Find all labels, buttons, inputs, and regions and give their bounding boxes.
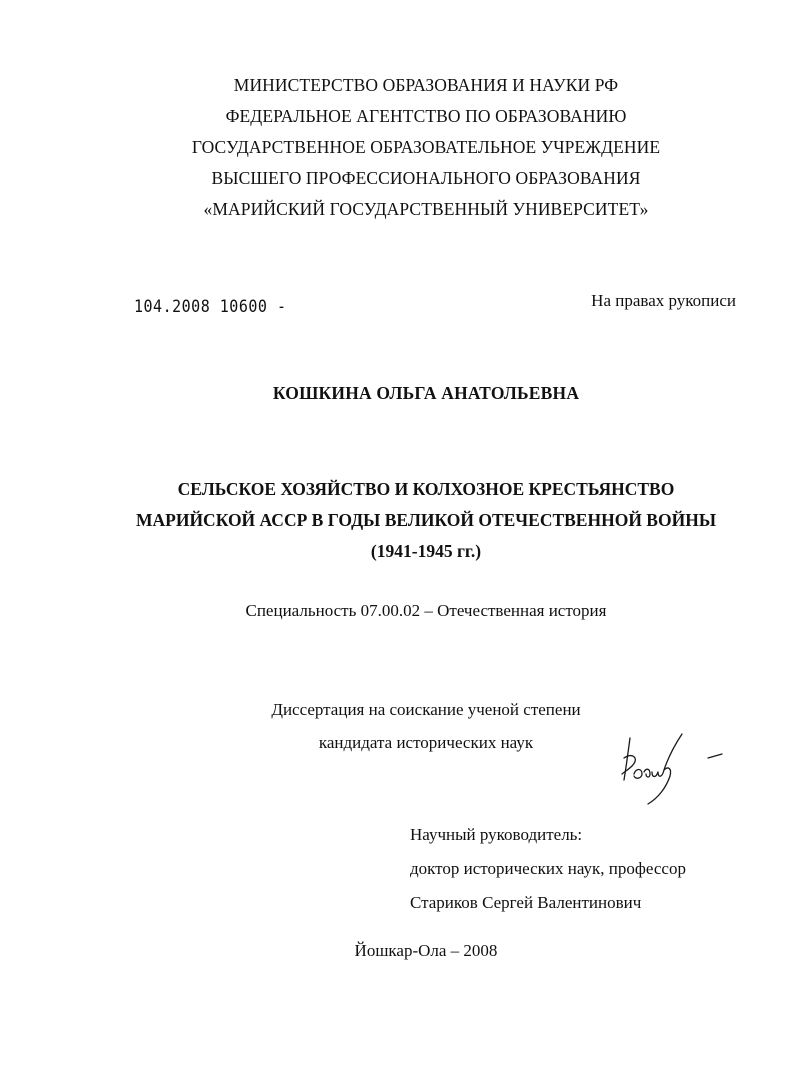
handwritten-signature-icon (618, 728, 738, 808)
specialty: Специальность 07.00.02 – Отечественная история (245, 601, 607, 620)
header-education-level: ВЫСШЕГО ПРОФЕССИОНАЛЬНОГО ОБРАЗОВАНИЯ (211, 168, 641, 188)
rights-note: На правах рукописи (591, 291, 736, 310)
degree-line-1: Диссертация на соискание ученой степени (271, 700, 581, 719)
archive-code: 104.2008 10600 - (134, 296, 287, 317)
place-year: Йошкар-Ола – 2008 (354, 941, 498, 960)
title-years: (1941-1945 гг.) (370, 541, 482, 561)
header-institution-type: ГОСУДАРСТВЕННОЕ ОБРАЗОВАТЕЛЬНОЕ УЧРЕЖДЕНИЕ (191, 137, 661, 157)
degree-line-2: кандидата исторических наук (318, 733, 534, 752)
supervisor-label: Научный руководитель: (410, 825, 583, 844)
institution-header (0, 70, 792, 225)
title-line-1: СЕЛЬСКОЕ ХОЗЯЙСТВО И КОЛХОЗНОЕ КРЕСТЬЯНСТВО (177, 479, 675, 499)
header-university: «МАРИЙСКИЙ ГОСУДАРСТВЕННЫЙ УНИВЕРСИТЕТ» (203, 199, 649, 219)
degree-statement (256, 693, 596, 759)
supervisor-name: Стариков Сергей Валентинович (410, 893, 642, 912)
dissertation-title (0, 474, 792, 567)
header-agency: ФЕДЕРАЛЬНОЕ АГЕНТСТВО ПО ОБРАЗОВАНИЮ (225, 106, 627, 126)
header-ministry: МИНИСТЕРСТВО ОБРАЗОВАНИЯ И НАУКИ РФ (233, 75, 619, 95)
title-line-2: МАРИЙСКОЙ АССР В ГОДЫ ВЕЛИКОЙ ОТЕЧЕСТВЕННОЙ ВОЙНЫ (135, 510, 716, 530)
author-name: КОШКИНА ОЛЬГА АНАТОЛЬЕВНА (272, 383, 580, 403)
supervisor-degree: доктор исторических наук, профессор (410, 859, 686, 878)
supervisor-info (410, 818, 686, 920)
